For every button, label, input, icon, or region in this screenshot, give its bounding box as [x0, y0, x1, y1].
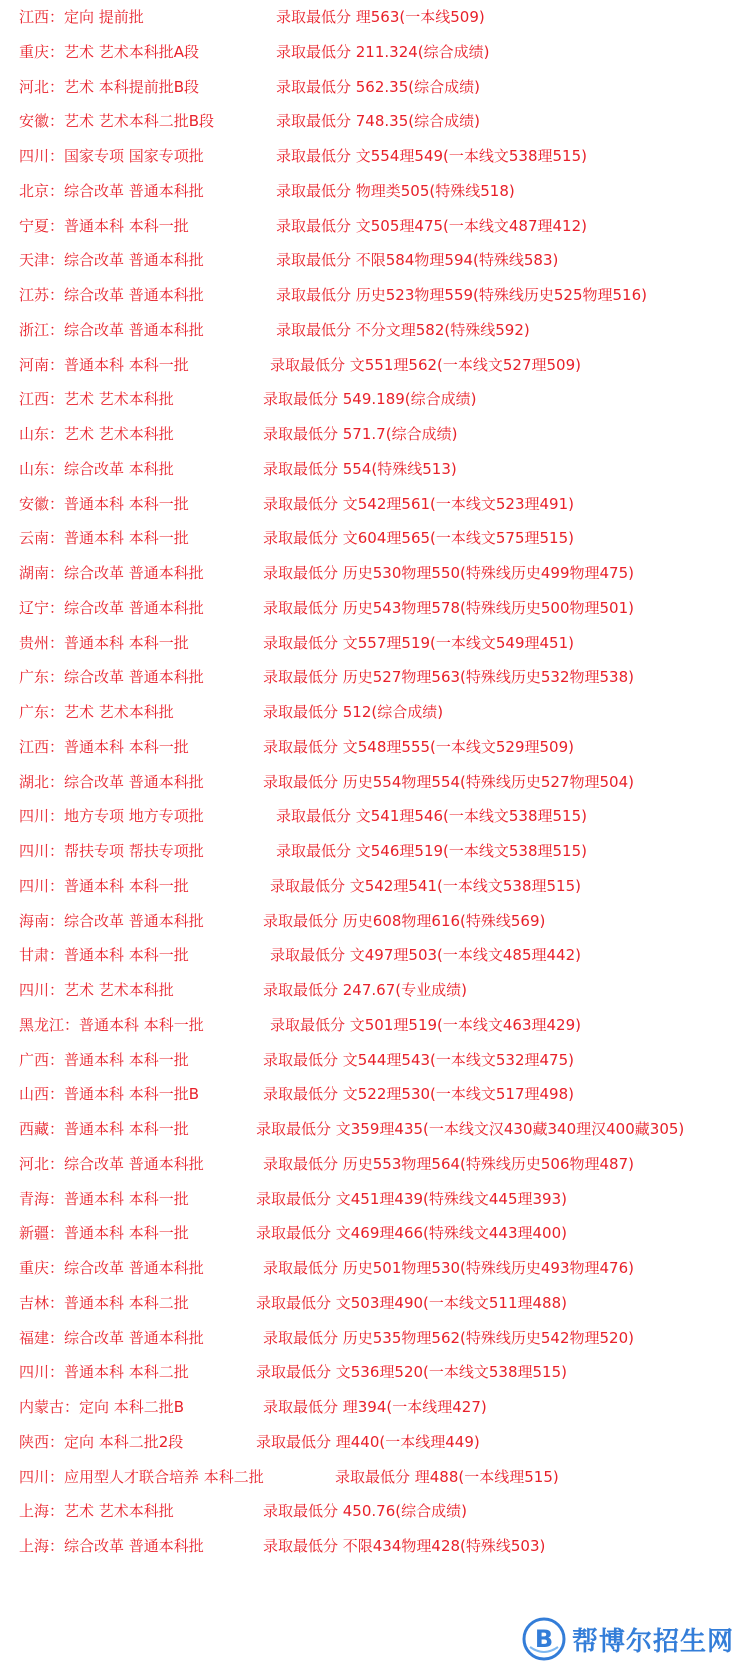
logo-b-icon [522, 1617, 566, 1661]
min-score-text: 录取最低分 文551理562(一本线文527理509) [270, 355, 581, 374]
min-score-text: 录取最低分 理394(一本线理427) [263, 1398, 487, 1416]
province-batch-label: 北京：综合改革 普通本科批 [19, 181, 204, 200]
list-item [0, 35, 742, 69]
list-item [0, 695, 742, 729]
province-batch-label: 河北：艺术 本科提前批B段 [19, 77, 200, 96]
list-item [0, 1147, 742, 1181]
province-batch-label: 宁夏：普通本科 本科一批 [19, 216, 189, 235]
list-item [0, 938, 742, 972]
list-item [0, 278, 742, 312]
province-batch-label: 湖北：综合改革 普通本科批 [19, 772, 204, 791]
province-batch-label: 天津：综合改革 普通本科批 [19, 251, 204, 270]
min-score-text: 录取最低分 物理类505(特殊线518) [276, 181, 515, 200]
site-watermark [522, 1615, 734, 1663]
list-item [0, 1321, 742, 1355]
province-batch-label: 重庆：艺术 艺术本科批A段 [19, 42, 200, 61]
min-score-text: 录取最低分 文604理565(一本线文575理515) [263, 529, 574, 548]
province-batch-label: 云南：普通本科 本科一批 [19, 529, 189, 548]
province-batch-label: 安徽：普通本科 本科一批 [19, 494, 189, 513]
min-score-text: 录取最低分 562.35(综合成绩) [276, 77, 480, 96]
province-batch-label: 广东：综合改革 普通本科批 [19, 668, 204, 687]
list-item [0, 1216, 742, 1250]
province-batch-label: 四川：地方专项 地方专项批 [19, 807, 204, 826]
province-batch-label: 辽宁：综合改革 普通本科批 [19, 598, 204, 617]
min-score-text: 录取最低分 历史527物理563(特殊线历史532物理538) [263, 668, 634, 687]
list-item [0, 1251, 742, 1285]
list-item [0, 1077, 742, 1111]
list-item [0, 243, 742, 277]
province-batch-label: 山东：艺术 艺术本科批 [19, 425, 174, 443]
min-score-text: 录取最低分 554(特殊线513) [263, 459, 457, 478]
province-batch-label: 浙江：综合改革 普通本科批 [19, 320, 204, 339]
min-score-text: 录取最低分 文541理546(一本线文538理515) [276, 807, 587, 826]
min-score-text: 录取最低分 文359理435(一本线文汉430藏340理汉400藏305) [256, 1120, 685, 1138]
list-item [0, 1529, 742, 1563]
min-score-text: 录取最低分 文469理466(特殊线文443理400) [256, 1224, 567, 1243]
province-batch-label: 福建：综合改革 普通本科批 [19, 1328, 204, 1347]
min-score-text: 录取最低分 文557理519(一本线文549理451) [263, 633, 574, 652]
min-score-text: 录取最低分 文554理549(一本线文538理515) [276, 147, 587, 165]
province-batch-label: 上海：综合改革 普通本科批 [19, 1537, 204, 1555]
province-batch-label: 广东：艺术 艺术本科批 [19, 703, 174, 721]
min-score-text: 录取最低分 文505理475(一本线文487理412) [276, 216, 587, 235]
min-score-text: 录取最低分 历史535物理562(特殊线历史542物理520) [263, 1328, 634, 1347]
list-item [0, 209, 742, 243]
list-item [0, 1390, 742, 1424]
list-item [0, 660, 742, 694]
list-item [0, 973, 742, 1007]
province-batch-label: 重庆：综合改革 普通本科批 [19, 1259, 204, 1277]
list-item [0, 869, 742, 903]
list-item [0, 904, 742, 938]
list-item [0, 730, 742, 764]
province-batch-label: 陕西：定向 本科二批2段 [19, 1432, 184, 1451]
province-batch-label: 江西：定向 提前批 [19, 8, 144, 26]
list-item [0, 799, 742, 833]
min-score-text: 录取最低分 文546理519(一本线文538理515) [276, 842, 587, 860]
min-score-text: 录取最低分 450.76(综合成绩) [263, 1502, 467, 1521]
province-batch-label: 海南：综合改革 普通本科批 [19, 911, 204, 930]
min-score-text: 录取最低分 历史608物理616(特殊线569) [263, 911, 546, 930]
province-batch-label: 江西：普通本科 本科一批 [19, 737, 189, 756]
min-score-text: 录取最低分 文542理561(一本线文523理491) [263, 494, 574, 513]
province-batch-label: 湖南：综合改革 普通本科批 [19, 564, 204, 582]
list-item [0, 765, 742, 799]
list-item [0, 1008, 742, 1042]
min-score-text: 录取最低分 文548理555(一本线文529理509) [263, 737, 574, 756]
list-item [0, 174, 742, 208]
province-batch-label: 西藏：普通本科 本科一批 [19, 1120, 189, 1138]
list-item [0, 1425, 742, 1459]
province-batch-label: 甘肃：普通本科 本科一批 [19, 946, 189, 965]
province-batch-label: 四川：普通本科 本科二批 [19, 1363, 189, 1382]
list-item [0, 626, 742, 660]
list-item [0, 382, 742, 416]
province-batch-label: 四川：普通本科 本科一批 [19, 876, 189, 895]
min-score-text: 录取最低分 549.189(综合成绩) [263, 390, 477, 409]
province-batch-label: 安徽：艺术 艺术本科二批B段 [19, 112, 215, 131]
list-item [0, 591, 742, 625]
list-item [0, 139, 742, 173]
province-batch-label: 黑龙江：普通本科 本科一批 [19, 1015, 204, 1034]
min-score-text: 录取最低分 理563(一本线509) [276, 8, 485, 26]
min-score-text: 录取最低分 理440(一本线理449) [256, 1432, 480, 1451]
list-item [0, 452, 742, 486]
province-batch-label: 四川：帮扶专项 帮扶专项批 [19, 842, 204, 860]
list-item [0, 1043, 742, 1077]
min-score-text: 录取最低分 历史543物理578(特殊线历史500物理501) [263, 598, 634, 617]
list-item [0, 834, 742, 868]
min-score-text: 录取最低分 历史530物理550(特殊线历史499物理475) [263, 564, 634, 582]
min-score-text: 录取最低分 不分文理582(特殊线592) [276, 320, 530, 339]
list-item [0, 556, 742, 590]
min-score-text: 录取最低分 不限434物理428(特殊线503) [263, 1537, 546, 1555]
list-item [0, 70, 742, 104]
min-score-text: 录取最低分 247.67(专业成绩) [263, 981, 467, 999]
min-score-text: 录取最低分 748.35(综合成绩) [276, 112, 480, 131]
list-item [0, 104, 742, 138]
list-item [0, 0, 742, 34]
min-score-text: 录取最低分 文536理520(一本线文538理515) [256, 1363, 567, 1382]
list-item [0, 348, 742, 382]
province-batch-label: 青海：普通本科 本科一批 [19, 1189, 189, 1208]
list-item [0, 1460, 742, 1494]
list-item [0, 313, 742, 347]
min-score-text: 录取最低分 文501理519(一本线文463理429) [270, 1015, 581, 1034]
province-batch-label: 江苏：综合改革 普通本科批 [19, 286, 204, 304]
province-batch-label: 山西：普通本科 本科一批B [19, 1085, 200, 1104]
list-item [0, 1355, 742, 1389]
min-score-text: 录取最低分 文497理503(一本线文485理442) [270, 946, 581, 965]
min-score-text: 录取最低分 512(综合成绩) [263, 703, 444, 721]
min-score-text: 录取最低分 理488(一本线理515) [335, 1467, 559, 1486]
list-item [0, 417, 742, 451]
province-batch-label: 新疆：普通本科 本科一批 [19, 1224, 189, 1243]
province-batch-label: 山东：综合改革 本科批 [19, 459, 174, 478]
province-batch-label: 河南：普通本科 本科一批 [19, 355, 189, 374]
list-item [0, 1182, 742, 1216]
min-score-text: 录取最低分 历史501物理530(特殊线历史493物理476) [263, 1259, 634, 1277]
min-score-text: 录取最低分 571.7(综合成绩) [263, 425, 458, 443]
min-score-text: 录取最低分 211.324(综合成绩) [276, 42, 490, 61]
province-batch-label: 四川：艺术 艺术本科批 [19, 981, 174, 999]
min-score-text: 录取最低分 文451理439(特殊线文445理393) [256, 1189, 567, 1208]
min-score-text: 录取最低分 文503理490(一本线文511理488) [256, 1293, 567, 1312]
list-item [0, 521, 742, 555]
min-score-text: 录取最低分 文544理543(一本线文532理475) [263, 1050, 574, 1069]
min-score-text: 录取最低分 历史523物理559(特殊线历史525物理516) [276, 286, 647, 304]
province-batch-label: 四川：国家专项 国家专项批 [19, 147, 204, 165]
province-batch-label: 贵州：普通本科 本科一批 [19, 633, 189, 652]
min-score-text: 录取最低分 历史554物理554(特殊线历史527物理504) [263, 772, 634, 791]
list-item [0, 487, 742, 521]
province-batch-label: 河北：综合改革 普通本科批 [19, 1154, 204, 1173]
min-score-text: 录取最低分 不限584物理594(特殊线583) [276, 251, 559, 270]
province-batch-label: 吉林：普通本科 本科二批 [19, 1293, 189, 1312]
province-batch-label: 广西：普通本科 本科一批 [19, 1050, 189, 1069]
watermark-text: 帮博尔招生网 [571, 1626, 734, 1657]
min-score-text: 录取最低分 文542理541(一本线文538理515) [270, 876, 581, 895]
province-batch-label: 江西：艺术 艺术本科批 [19, 390, 174, 409]
min-score-text: 录取最低分 历史553物理564(特殊线历史506物理487) [263, 1154, 634, 1173]
province-batch-label: 四川：应用型人才联合培养 本科二批 [19, 1467, 264, 1486]
logo-letter: B [534, 1625, 554, 1653]
province-batch-label: 上海：艺术 艺术本科批 [19, 1502, 174, 1521]
min-score-text: 录取最低分 文522理530(一本线文517理498) [263, 1085, 574, 1104]
list-item [0, 1494, 742, 1528]
province-batch-label: 内蒙古：定向 本科二批B [19, 1398, 185, 1416]
list-item [0, 1286, 742, 1320]
list-item [0, 1112, 742, 1146]
